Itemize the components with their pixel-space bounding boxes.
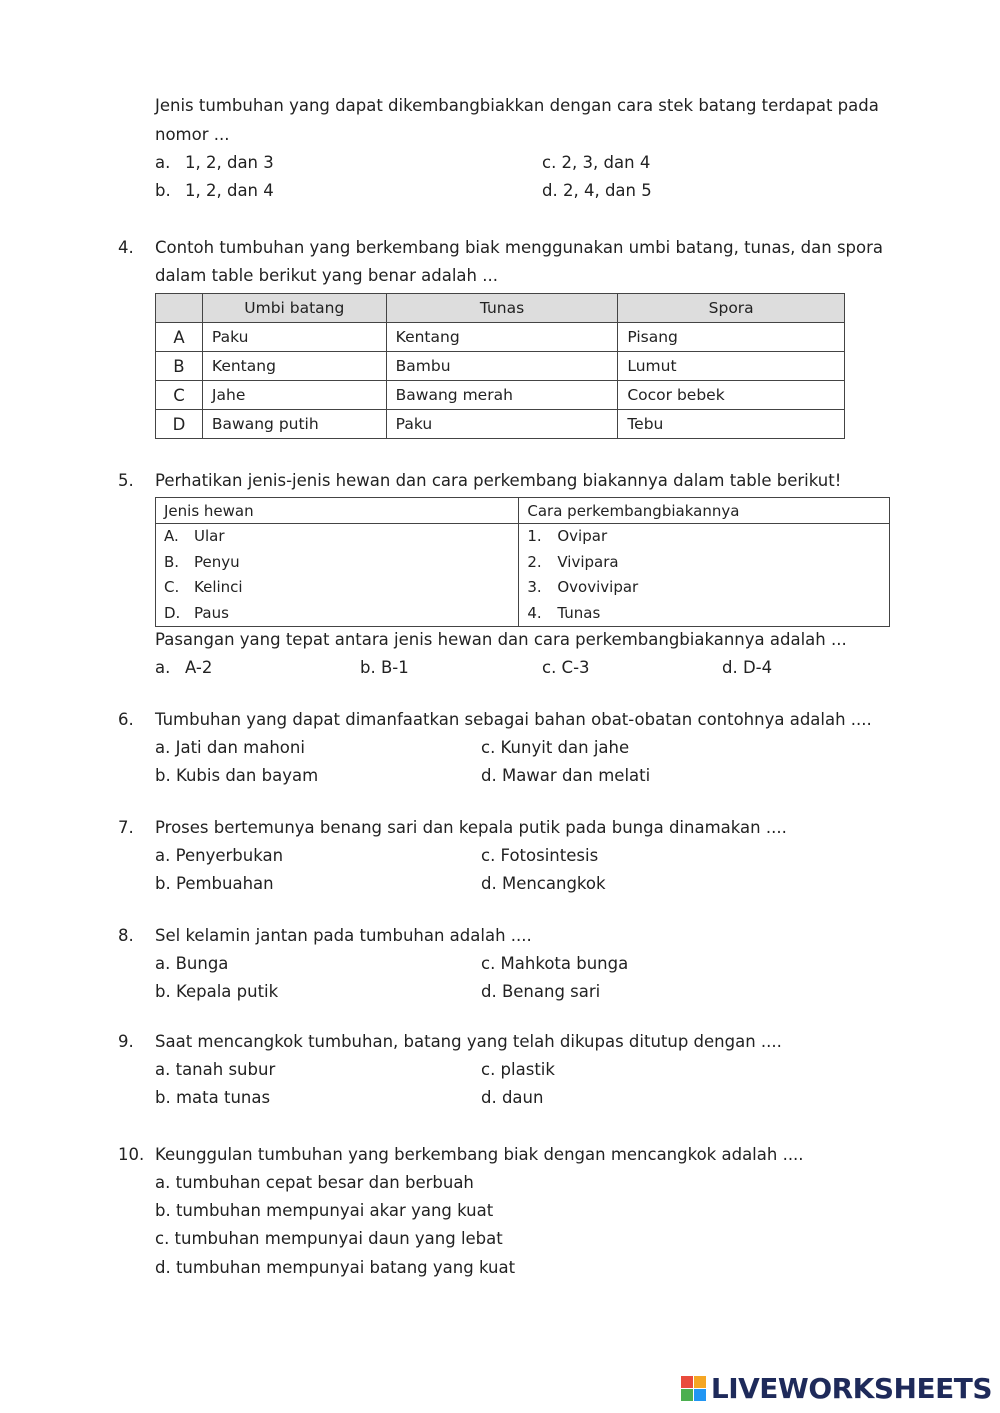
q7-number: 7. bbox=[118, 818, 134, 837]
q5-stem: Perhatikan jenis-jenis hewan dan cara perkembang biakannya dalam table berikut! bbox=[155, 471, 842, 490]
q5-follow: Pasangan yang tepat antara jenis hewan dan cara perkembangbiakannya adalah ... bbox=[155, 630, 847, 649]
q10-option-d: d. tumbuhan mempunyai batang yang kuat bbox=[155, 1258, 516, 1277]
table-cell: Jahe bbox=[202, 381, 386, 410]
q4-header-tunas: Tunas bbox=[386, 294, 618, 323]
q4-header-spora: Spora bbox=[618, 294, 845, 323]
table-cell: Bawang merah bbox=[386, 381, 618, 410]
q4-table-header bbox=[156, 294, 845, 323]
table-cell: Bawang putih bbox=[202, 410, 386, 439]
q4-stem-line2: dalam table berikut yang benar adalah ... bbox=[155, 266, 498, 285]
q3-option-a: a. 1, 2, dan 3 bbox=[155, 153, 274, 172]
list-item: 3. Ovovivipar bbox=[527, 578, 639, 596]
list-item: 4. Tunas bbox=[527, 603, 601, 622]
q9-stem: Saat mencangkok tumbuhan, batang yang telah dikupas ditutup dengan .... bbox=[155, 1032, 782, 1051]
table-cell: Tebu bbox=[618, 410, 845, 439]
logo-text: LIVEWORKSHEETS bbox=[710, 1372, 992, 1405]
q5-option-a: a. A-2 bbox=[155, 658, 213, 677]
q5-table bbox=[155, 497, 890, 627]
list-item: D. Paus bbox=[164, 603, 229, 622]
table-cell: Kentang bbox=[202, 352, 386, 381]
table-cell: B bbox=[156, 352, 203, 381]
table-row bbox=[156, 381, 845, 410]
q3-option-c: c. 2, 3, dan 4 bbox=[542, 153, 651, 172]
q6-option-d: d. Mawar dan melati bbox=[481, 766, 651, 785]
table-cell: Pisang bbox=[618, 323, 845, 352]
q3-option-b: b. 1, 2, dan 4 bbox=[155, 181, 274, 200]
q7-option-a: a. Penyerbukan bbox=[155, 846, 284, 865]
q4-header-blank bbox=[156, 294, 203, 323]
q9-option-c: c. plastik bbox=[481, 1060, 555, 1079]
list-item: B. Penyu bbox=[164, 552, 240, 571]
q7-option-b: b. Pembuahan bbox=[155, 874, 274, 893]
q4-header-umbi: Umbi batang bbox=[202, 294, 386, 323]
q6-option-a: a. Jati dan mahoni bbox=[155, 738, 305, 757]
table-cell: Bambu bbox=[386, 352, 618, 381]
q10-option-c: c. tumbuhan mempunyai daun yang lebat bbox=[155, 1229, 503, 1248]
q7-stem: Proses bertemunya benang sari dan kepala putik pada bunga dinamakan .... bbox=[155, 818, 787, 837]
q8-number: 8. bbox=[118, 926, 134, 945]
q5-header-jenis: Jenis hewan bbox=[156, 498, 519, 524]
table-row bbox=[156, 410, 845, 439]
list-item: C. Kelinci bbox=[164, 578, 243, 596]
table-cell: Paku bbox=[386, 410, 618, 439]
table-cell: Paku bbox=[202, 323, 386, 352]
q7-option-d: d. Mencangkok bbox=[481, 874, 606, 893]
table-cell: D bbox=[156, 410, 203, 439]
q8-option-a: a. Bunga bbox=[155, 954, 229, 973]
q3-stem-line1: Jenis tumbuhan yang dapat dikembangbiakkan dengan cara stek batang terdapat pada bbox=[155, 96, 879, 115]
q10-option-b: b. tumbuhan mempunyai akar yang kuat bbox=[155, 1201, 494, 1220]
list-item: 1. Ovipar bbox=[527, 527, 608, 545]
q3-stem-line2: nomor ... bbox=[155, 125, 230, 144]
list-item: 2. Vivipara bbox=[527, 552, 619, 571]
q5-option-b: b. B-1 bbox=[360, 658, 409, 677]
q8-stem: Sel kelamin jantan pada tumbuhan adalah .... bbox=[155, 926, 532, 945]
q9-option-d: d. daun bbox=[481, 1088, 544, 1107]
liveworksheets-logo bbox=[681, 1372, 992, 1405]
table-row bbox=[156, 323, 845, 352]
q10-option-a: a. tumbuhan cepat besar dan berbuah bbox=[155, 1173, 474, 1192]
q6-number: 6. bbox=[118, 710, 134, 729]
q10-number: 10. bbox=[118, 1145, 145, 1164]
q5-option-d: d. D-4 bbox=[722, 658, 773, 677]
q5-number: 5. bbox=[118, 471, 134, 490]
q8-option-c: c. Mahkota bunga bbox=[481, 954, 629, 973]
q3-option-d: d. 2, 4, dan 5 bbox=[542, 181, 652, 200]
q4-table bbox=[155, 293, 845, 439]
q6-option-b: b. Kubis dan bayam bbox=[155, 766, 319, 785]
q8-option-b: b. Kepala putik bbox=[155, 982, 279, 1001]
q5-animals-cell bbox=[156, 524, 519, 627]
q5-table-header bbox=[156, 498, 890, 524]
table-cell: Lumut bbox=[618, 352, 845, 381]
q10-stem: Keunggulan tumbuhan yang berkembang biak dengan mencangkok adalah .... bbox=[155, 1145, 804, 1164]
q4-number: 4. bbox=[118, 238, 134, 257]
table-cell: A bbox=[156, 323, 203, 352]
table-cell: Kentang bbox=[386, 323, 618, 352]
q4-stem-line1: Contoh tumbuhan yang berkembang biak menggunakan umbi batang, tunas, dan spora bbox=[155, 238, 884, 257]
table-row bbox=[156, 352, 845, 381]
q9-number: 9. bbox=[118, 1032, 134, 1051]
q5-header-cara: Cara perkembangbiakannya bbox=[519, 498, 890, 524]
table-cell: Cocor bebek bbox=[618, 381, 845, 410]
q5-methods-cell bbox=[519, 524, 890, 627]
q7-option-c: c. Fotosintesis bbox=[481, 846, 599, 865]
logo-grid-icon bbox=[681, 1376, 707, 1402]
q6-stem: Tumbuhan yang dapat dimanfaatkan sebagai bahan obat-obatan contohnya adalah .... bbox=[155, 710, 872, 729]
q8-option-d: d. Benang sari bbox=[481, 982, 601, 1001]
table-cell: C bbox=[156, 381, 203, 410]
q9-option-b: b. mata tunas bbox=[155, 1088, 271, 1107]
q6-option-c: c. Kunyit dan jahe bbox=[481, 738, 630, 757]
list-item: A. Ular bbox=[164, 527, 225, 545]
q5-option-c: c. C-3 bbox=[542, 658, 590, 677]
q9-option-a: a. tanah subur bbox=[155, 1060, 276, 1079]
table-row bbox=[156, 524, 890, 627]
